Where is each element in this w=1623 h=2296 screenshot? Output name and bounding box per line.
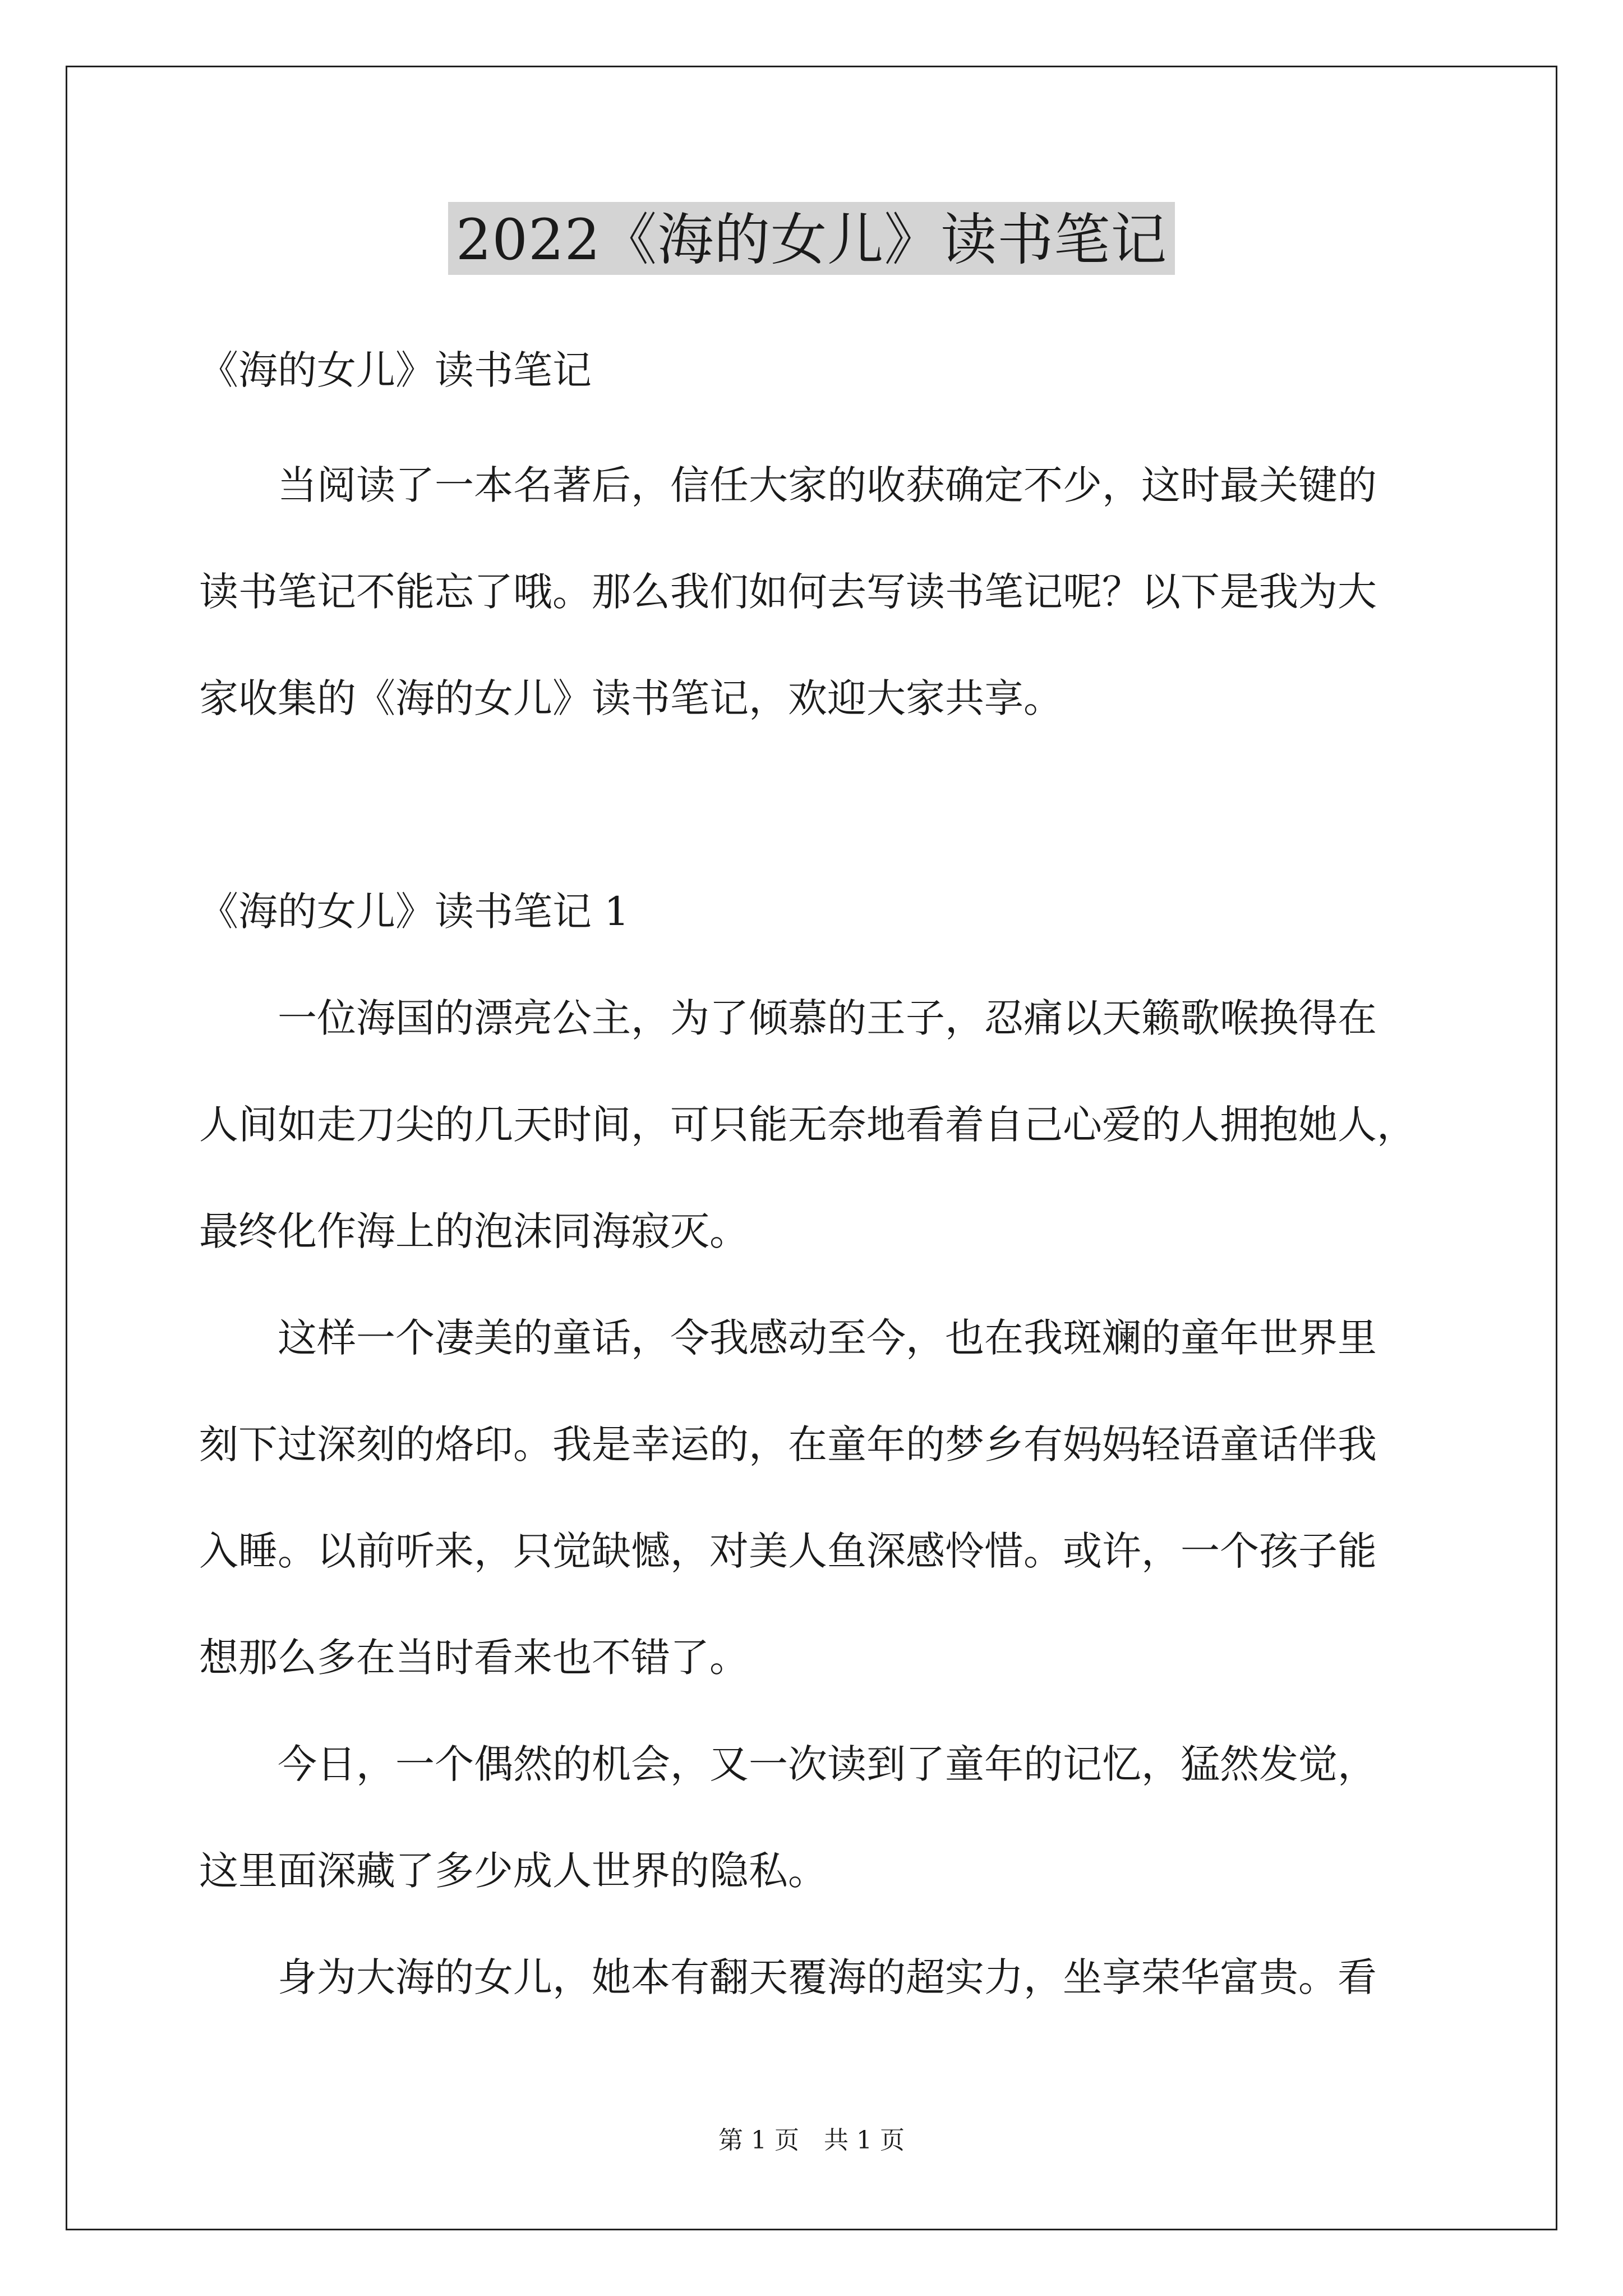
section-heading: 《海的女儿》读书笔记 1 [199, 889, 629, 935]
document-title: 2022《海的女儿》读书笔记 [448, 202, 1175, 275]
paragraph-line: 今日，一个偶然的机会，又一次读到了童年的记忆，猛然发觉， [278, 1741, 1377, 1787]
title-container [0, 202, 1623, 275]
paragraph-line: 家收集的《海的女儿》读书笔记，欢迎大家共享。 [199, 675, 1063, 721]
subtitle: 《海的女儿》读书笔记 [199, 347, 592, 393]
paragraph-line: 刻下过深刻的烙印。我是幸运的，在童年的梦乡有妈妈轻语童话伴我 [199, 1421, 1377, 1467]
page-footer: 第 1 页 共 1 页 [718, 2126, 905, 2155]
paragraph-line: 最终化作海上的泡沫同海寂灭。 [199, 1208, 749, 1254]
paragraph-line: 这样一个凄美的童话，令我感动至今，也在我斑斓的童年世界里 [278, 1315, 1377, 1361]
paragraph-line: 想那么多在当时看来也不错了。 [199, 1635, 749, 1681]
paragraph-line: 人间如走刀尖的几天时间，可只能无奈地看着自己心爱的人拥抱她人， [199, 1102, 1416, 1148]
paragraph-line: 入睡。以前听来，只觉缺憾，对美人鱼深感怜惜。或许，一个孩子能 [199, 1528, 1377, 1574]
paragraph-line: 一位海国的漂亮公主，为了倾慕的王子，忍痛以天籁歌喉换得在 [278, 995, 1377, 1041]
paragraph-line: 这里面深藏了多少成人世界的隐私。 [199, 1848, 827, 1894]
paragraph-line: 身为大海的女儿，她本有翻天覆海的超实力，坐享荣华富贵。看 [278, 1954, 1377, 2000]
paragraph-line: 读书笔记不能忘了哦。那么我们如何去写读书笔记呢？以下是我为大 [199, 569, 1377, 615]
paragraph-line: 当阅读了一本名著后，信任大家的收获确定不少，这时最关键的 [278, 462, 1377, 508]
